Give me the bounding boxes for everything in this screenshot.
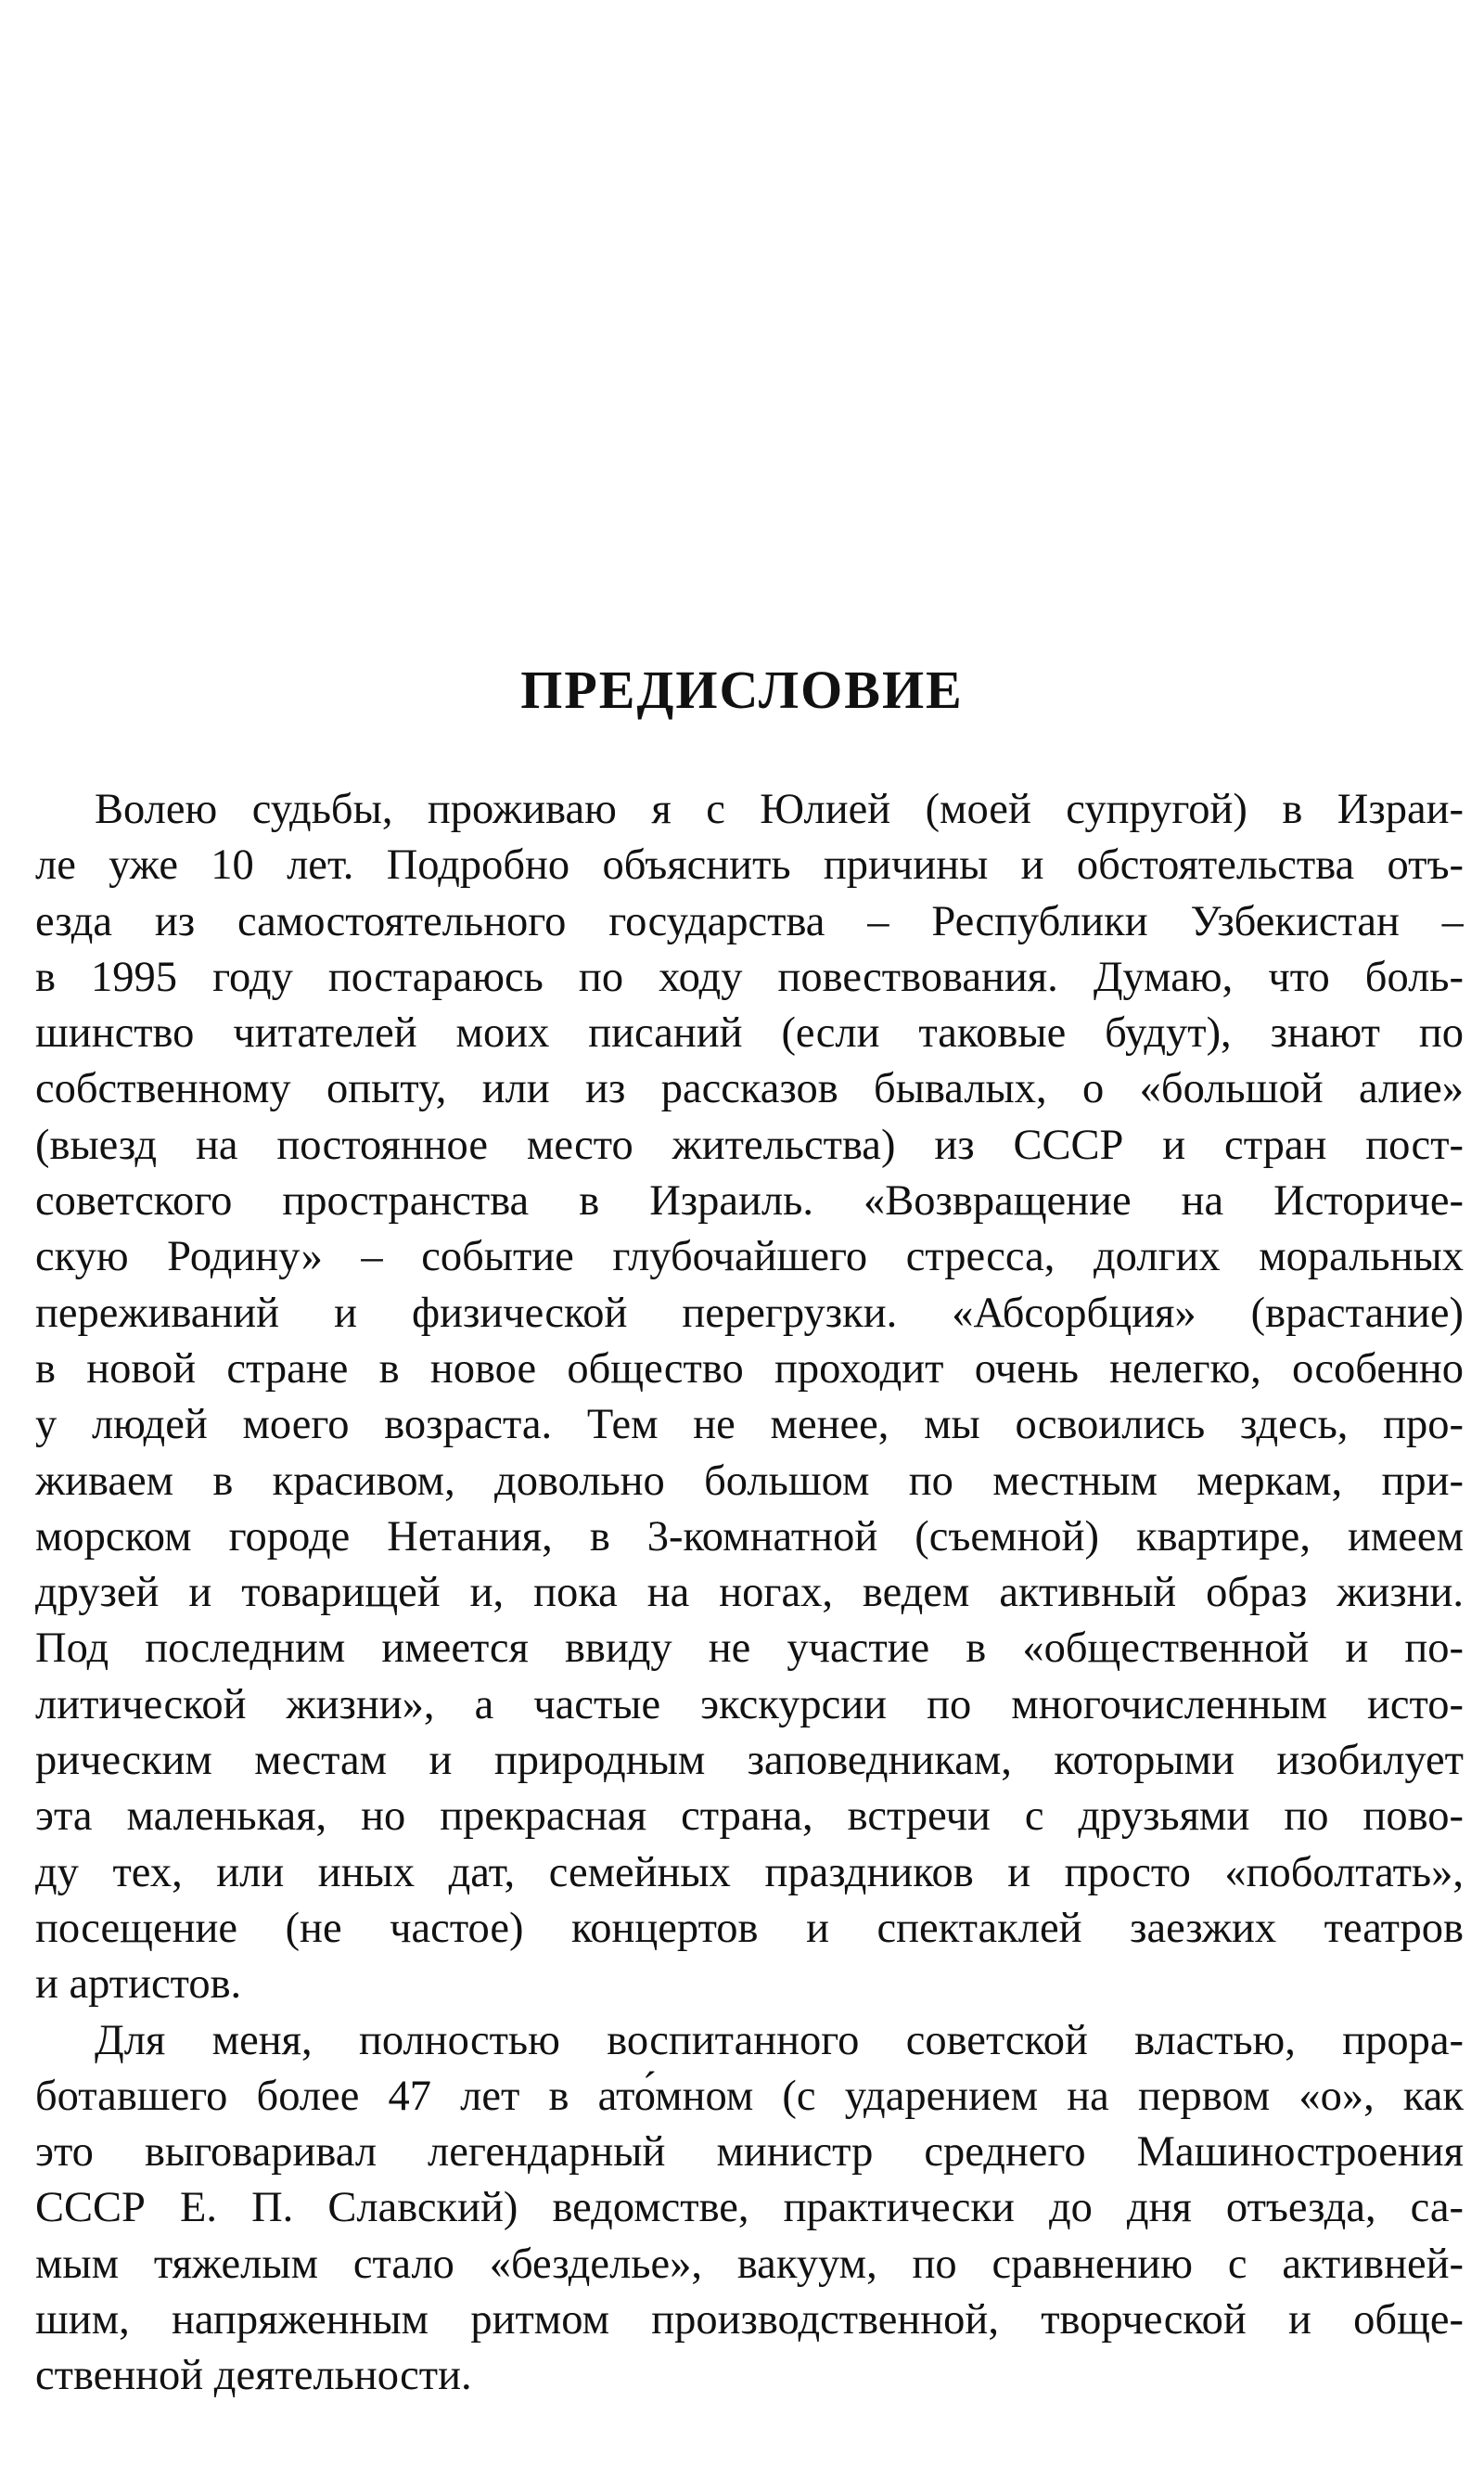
text-line: шинство читателей моих писаний (если таковые будут), знают по: [35, 1009, 1464, 1058]
paragraph: [35, 782, 1464, 2013]
text-line: мым тяжелым стало «безделье», вакуум, по сравнению с активней-: [35, 2240, 1464, 2288]
text-line: езда из самостоятельного государства – Республики Узбекистан –: [35, 897, 1464, 945]
text-line: советского пространства в Израиль. «Возвращение на Историче-: [35, 1177, 1464, 1226]
text-line: СССР Е. П. Славский) ведомстве, практически до дня отъезда, са-: [35, 2184, 1464, 2232]
text-line: ботавшего более 47 лет в ато́мном (с ударением на первом «о», как: [35, 2072, 1464, 2120]
text-line: друзей и товарищей и, пока на ногах, ведем активный образ жизни.: [35, 1569, 1464, 1617]
text-line: литической жизни», а частые экскурсии по многочисленным исто-: [35, 1680, 1464, 1728]
text-line: это выговаривал легендарный министр среднего Машиностроения: [35, 2128, 1464, 2177]
text-line: скую Родину» – событие глубочайшего стресса, долгих моральных: [35, 1233, 1464, 1281]
text-line: (выезд на постоянное место жительства) из СССР и стран пост-: [35, 1121, 1464, 1169]
paragraph: [35, 2013, 1464, 2405]
text-line: Под последним имеется ввиду не участие в «общественной и по-: [35, 1625, 1464, 1673]
page-title: ПРЕДИСЛОВИЕ: [520, 660, 964, 720]
text-line: и артистов.: [35, 1960, 242, 2009]
text-line: эта маленькая, но прекрасная страна, встречи с друзьями по пово-: [35, 1792, 1464, 1841]
text-line: рическим местам и природным заповедникам, которыми изобилует: [35, 1737, 1464, 1785]
text-line: собственному опыту, или из рассказов бывалых, о «большой алие»: [35, 1065, 1464, 1113]
text-line: шим, напряженным ритмом производственной, творческой и обще-: [35, 2296, 1464, 2344]
text-line: переживаний и физической перегрузки. «Абсорбция» (врастание): [35, 1289, 1464, 1337]
text-line: посещение (не частое) концертов и спектаклей заезжих театров: [35, 1904, 1464, 1952]
body-text: [35, 782, 1464, 2405]
text-line: у людей моего возраста. Тем не менее, мы освоились здесь, про-: [35, 1401, 1464, 1449]
text-line: в новой стране в новое общество проходит очень нелегко, особенно: [35, 1344, 1464, 1393]
text-line: ду тех, или иных дат, семейных праздников и просто «поболтать»,: [35, 1848, 1464, 1896]
text-line: Для меня, полностью воспитанного советской властью, прора-: [95, 2016, 1464, 2064]
text-line: ле уже 10 лет. Подробно объяснить причины и обстоятельства отъ-: [35, 841, 1464, 890]
text-line: ственной деятельности.: [35, 2352, 472, 2400]
text-line: Волею судьбы, проживаю я с Юлией (моей супругой) в Израи-: [95, 786, 1464, 833]
text-line: морском городе Нетания, в 3-комнатной (съемной) квартире, имеем: [35, 1512, 1464, 1561]
text-line: в 1995 году постараюсь по ходу повествования. Думаю, что боль-: [35, 953, 1464, 1001]
text-line: живаем в красивом, довольно большом по местным меркам, при-: [35, 1457, 1464, 1505]
